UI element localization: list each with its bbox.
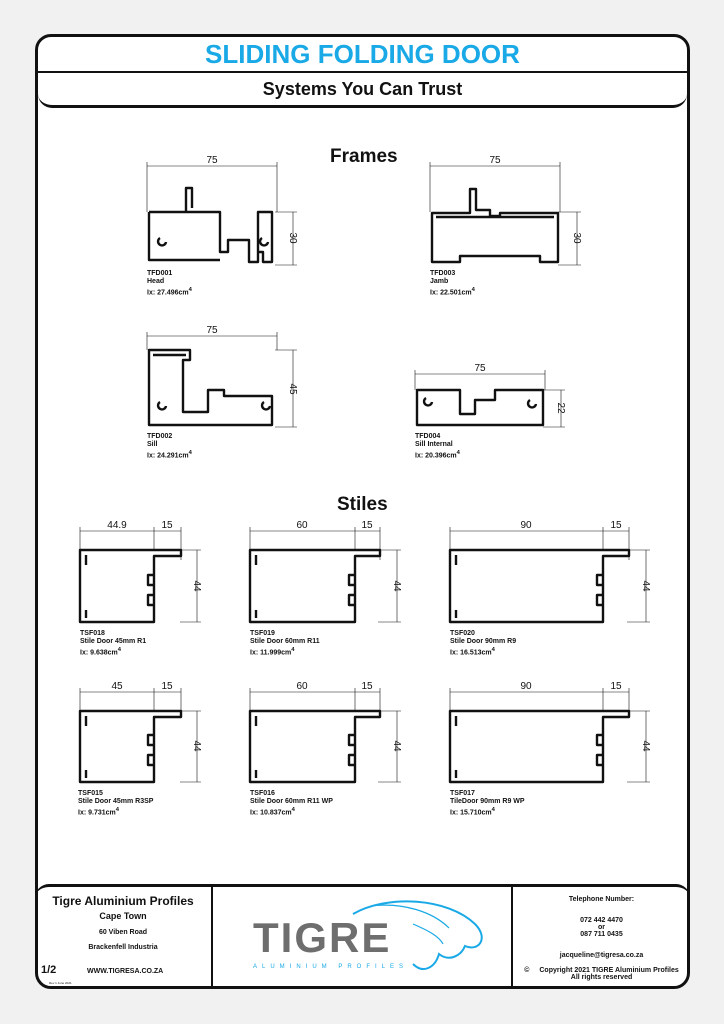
stiles-heading: Stiles <box>337 494 388 515</box>
page-title: SLIDING FOLDING DOOR <box>38 37 687 73</box>
phone-label: Telephone Number: <box>568 896 635 903</box>
company-street: 60 Viben Road <box>98 929 148 936</box>
profile-label-tfd004: TFD004 Sill Internal Ix: $20.396cm^4$ <box>415 433 460 460</box>
profile-label-tsf017: TSF017 TileDoor 90mm R9 WP Ix: $15.710cm^4$ <box>450 790 525 817</box>
profile-label-tsf020: TSF020 Stile Door 90mm R9 Ix: $16.513cm^4$ <box>450 630 517 657</box>
phone-or: or <box>598 924 605 931</box>
dim-height-tsf020: 44 <box>640 580 651 592</box>
profile-label-tsf019: TSF019 Stile Door 60mm R11 Ix: $11.999cm^4$ <box>250 630 320 657</box>
dim-lip-tsf018: 15 <box>161 520 173 531</box>
company-block <box>35 884 213 989</box>
dim-height-tsf016: 44 <box>391 740 402 752</box>
dim-height-tsf019: 44 <box>391 580 402 592</box>
dim-width-tfd002: 75 <box>206 325 218 336</box>
contact-block <box>511 884 690 989</box>
rights-line: All rights reserved <box>570 974 633 981</box>
website-link[interactable]: WWW.TIGRESA.CO.ZA <box>87 968 164 975</box>
profile-label-tfd001: TFD001 Head Ix: $27.496cm^4$ <box>147 270 192 297</box>
dim-height-tsf017: 44 <box>640 740 651 752</box>
dim-width-tfd004: 75 <box>474 363 486 374</box>
dim-width-tsf015: 45 <box>111 681 123 692</box>
dim-lip-tsf019: 15 <box>361 520 373 531</box>
dim-lip-tsf016: 15 <box>361 681 373 692</box>
frames-heading: Frames <box>330 146 398 167</box>
dim-width-tsf019: 60 <box>296 520 308 531</box>
logo-tagline: ALUMINIUM PROFILES <box>253 964 409 970</box>
dim-lip-tsf015: 15 <box>161 681 173 692</box>
dim-height-tfd002: 45 <box>287 383 298 395</box>
dim-width-tsf020: 90 <box>520 520 532 531</box>
dim-width-tsf018: 44.9 <box>107 520 127 531</box>
title-block <box>35 884 690 989</box>
dim-height-tsf015: 44 <box>191 740 202 752</box>
logo-wordmark: TIGRE <box>253 914 392 961</box>
dim-height-tfd001: 30 <box>287 232 298 244</box>
dim-width-tfd003: 75 <box>489 155 501 166</box>
dim-width-tsf017: 90 <box>520 681 532 692</box>
company-suburb: Brackenfell Industria <box>88 944 158 951</box>
copyright-line: © Copyright 2021 TIGRE Aluminium Profiles <box>524 967 679 974</box>
dim-width-tsf016: 60 <box>296 681 308 692</box>
page-subtitle: Systems You Can Trust <box>38 73 687 108</box>
dim-height-tfd003: 30 <box>571 232 582 244</box>
copyright-icon: © <box>524 967 530 974</box>
profile-label-tfd002: TFD002 Sill Ix: $24.291cm^4$ <box>147 433 192 460</box>
email-link[interactable]: jacqueline@tigresa.co.za <box>559 952 644 959</box>
phone-secondary[interactable]: 087 711 0435 <box>580 931 623 938</box>
tigre-logo <box>213 884 511 989</box>
dim-lip-tsf020: 15 <box>610 520 622 531</box>
revision-note: Rev 1 June 2021 <box>49 981 72 985</box>
phone-primary[interactable]: 072 442 4470 <box>580 917 623 924</box>
profile-label-tsf016: TSF016 Stile Door 60mm R11 WP Ix: $10.837cm^4$ <box>250 790 333 817</box>
company-city: Cape Town <box>99 911 147 921</box>
company-name: Tigre Aluminium Profiles <box>52 894 194 908</box>
dim-height-tfd004: 22 <box>555 402 566 414</box>
page-number: 1/2 <box>41 964 57 976</box>
profile-label-tsf018: TSF018 Stile Door 45mm R1 Ix: $9.638cm^4$ <box>80 630 147 657</box>
profile-label-tsf015: TSF015 Stile Door 45mm R3SP Ix: $9.731cm^4$ <box>78 790 154 817</box>
dim-width-tfd001: 75 <box>206 155 218 166</box>
dim-lip-tsf017: 15 <box>610 681 622 692</box>
dim-height-tsf018: 44 <box>191 580 202 592</box>
profile-label-tfd003: TFD003 Jamb Ix: $22.501cm^4$ <box>430 270 475 297</box>
